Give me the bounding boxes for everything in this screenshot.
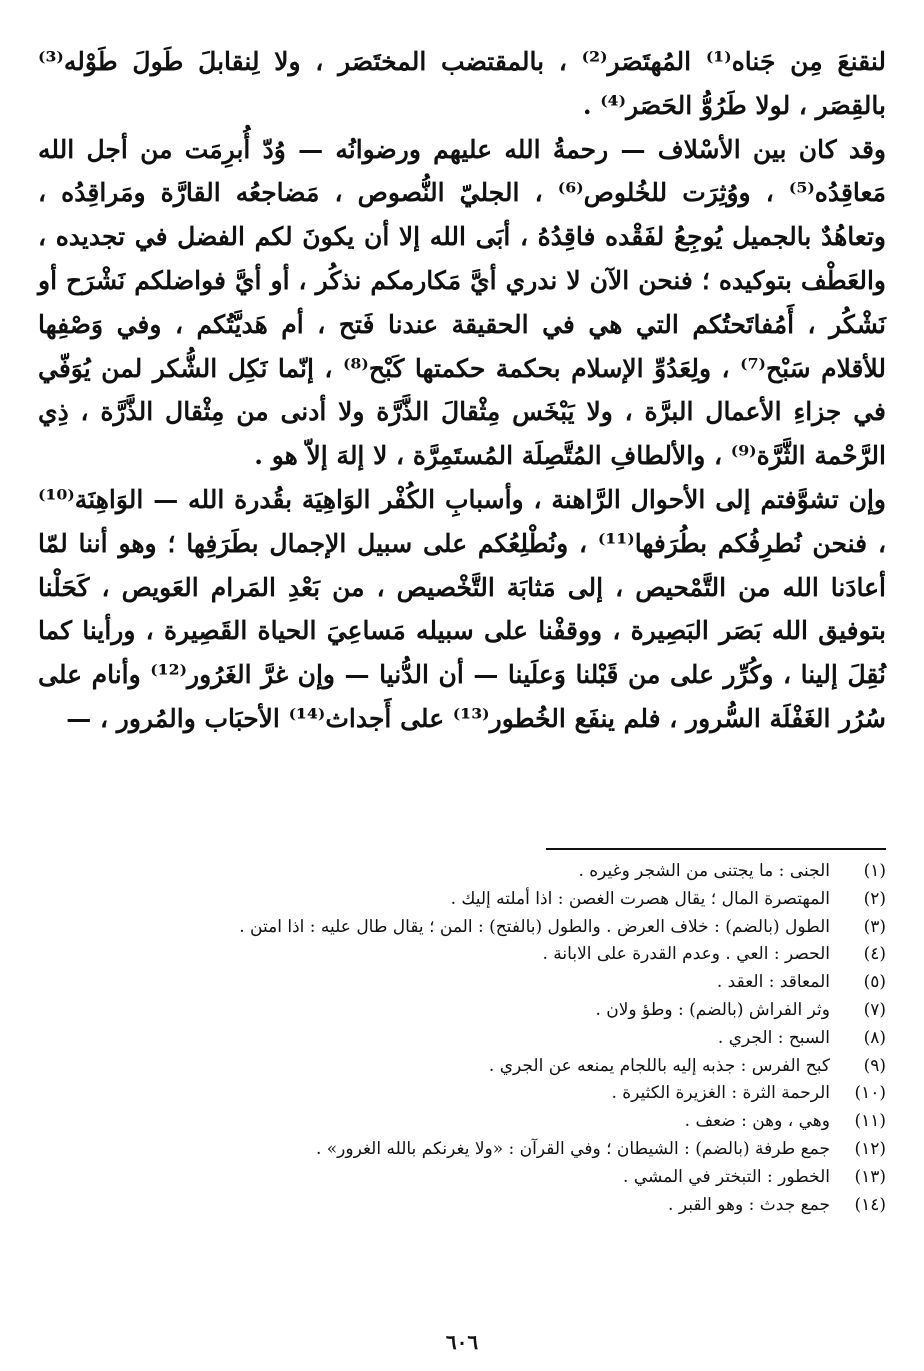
footnote-text: الحصر : العي . وعدم القدرة على الابانة . <box>542 944 830 965</box>
footnote-number: (٥) <box>863 972 886 993</box>
footnote-number: (٩) <box>863 1055 886 1076</box>
footnote-text: الرحمة الثرة : الغزيرة الكثيرة . <box>611 1083 830 1104</box>
footnote-text: الطول (بالضم) : خلاف العرض . والطول (بالفتح) : المن ؛ يقال طال عليه : اذا امتن . <box>239 916 830 937</box>
footnote-number: (٣) <box>863 916 886 937</box>
footnote-text: وهي ، وهن : ضعف . <box>684 1111 830 1132</box>
footnote <box>38 1136 886 1164</box>
footnote <box>38 1080 886 1108</box>
footnote-text: الخطور : التبختر في المشي . <box>623 1166 830 1187</box>
footnote-number: (٤) <box>863 944 886 965</box>
footnote-number: (١٢) <box>854 1138 886 1159</box>
paragraph: وقد كان بين الأسْلاف — رحمةُ الله عليهم ورضوانُه — وُدّ أُبرِمَت من أجل الله مَعاقِدُه⁽⁵⁾ ، ووُثِرَت للخُلوص⁽⁶⁾ ، الجليّ النُّصوص ، مَضاجعُه القارَّة ومَراقِدُه ، وتعاهُدٌ بالجميل يُوجِعُ لفَقْده فاقِدُهُ ، أبَى الله إلا أن يكونَ لكم الفضل في تجديده ، والعَطْف بتوكيده ؛ فنحن الآن لا ندري أيَّ مَكارمكم نذكُر ، أو أيَّ فواضلكم نَشْرَح أو نَشْكُر ، أَمُفاتَحتُكم التي هي في الحقيقة عندنا فَتح ، أم هَديَّتُكم ، وفي وَصْفِها للأقلام سَبْح⁽⁷⁾ ، ولِعَدُوِّ الإسلام بحكمة حكمتها كَبْح⁽⁸⁾ ، إنّما نَكِل الشُّكر لمن يُوَفّي في جزاءِ الأعمال البرَّة ، ولا يَبْخَس مِثْقالَ الذَّرَّة ولا أدنى من مِثْقال الذَّرَّة ، ذِي الرَّحْمة الثَّرَّة⁽⁹⁾ ، والألطافِ المُتَّصِلَة المُستَمِرَّة ، لا إلهَ إلاّ هو . <box>38 134 886 471</box>
footnote-text: كبح الفرس : جذبه إليه باللجام يمنعه عن الجري . <box>488 1055 830 1076</box>
footnote <box>38 969 886 997</box>
footnote <box>38 1025 886 1053</box>
footnote-text: الجنى : ما يجتنى من الشجر وغيره . <box>578 861 830 881</box>
footnote-number: (٨) <box>863 1027 886 1048</box>
page-number: ٦٠٦ <box>445 1330 479 1354</box>
book-page <box>38 40 887 1354</box>
footnote-number: (١٤) <box>854 1194 886 1215</box>
footnote-number: (١١) <box>854 1111 886 1132</box>
footnote <box>38 886 886 914</box>
footnote <box>38 858 886 886</box>
paragraph: لنقنعَ مِن جَناه⁽¹⁾ المُهتَصَر⁽²⁾ ، بالمقتضب المختَصَر ، ولا لِنقابلَ طَولَ طَوْله⁽³⁾ بالقِصَر ، لولا طَرُوُّ الحَصَر⁽⁴⁾ . <box>38 47 886 120</box>
footnote-text: وثر الفراش (بالضم) : وطؤ ولان . <box>595 999 830 1020</box>
footnote <box>38 1192 886 1220</box>
footnote-number: (٢) <box>863 888 886 909</box>
footnote-number: (١٠) <box>854 1083 886 1104</box>
footnote <box>38 1164 886 1192</box>
footnote <box>38 914 886 942</box>
footnote-number: (٧) <box>863 999 886 1020</box>
footnote-text: جمع طرفة (بالضم) : الشيطان ؛ وفي القرآن : «ولا يغرنكم بالله الغرور» . <box>315 1138 830 1159</box>
footnote-number: (١) <box>863 861 886 881</box>
footnote <box>38 1108 886 1136</box>
paragraph: وإن تشوَّفتم إلى الأحوال الرَّاهنة ، وأسبابِ الكُفْر الوَاهِيَة بقُدرة الله — الوَاهِنَة⁽¹⁰⁾ ، فنحن نُطرِفُكم بطُرَفها⁽¹¹⁾ ، ونُطْلِعُكم على سبيل الإجمال بطَرَفِها ؛ وهو أننا لمّا أعادَنا الله من التَّمْحيص ، إلى مَثابَة التَّخْصيص ، من بَعْدِ المَرام العَويص ، كَحَلْنا بتوفيق الله بَصَر البَصِيرة ، ووقفْنا على سبيله مَساعِيَ الحياة القَصِيرة ، ورأينا كما نُقِلَ إلينا ، وكُرِّر على من قَبْلنا وَعلَينا — أن الدُّنيا — وإن غرَّ الغَرُور⁽¹²⁾ وأنام على سُرُر الغَفْلَة السُّرور ، فلم ينفَع الخُطور⁽¹³⁾ على أَجداث⁽¹⁴⁾ الأحبَاب والمُرور ، — <box>38 484 887 733</box>
footnote-separator <box>546 848 886 850</box>
footnote <box>38 941 886 969</box>
footnote-text: المعاقد : العقد . <box>716 972 830 993</box>
footnote <box>38 997 886 1025</box>
footnotes <box>38 858 886 1219</box>
footnote-number: (١٣) <box>854 1166 886 1187</box>
footnote-text: السبح : الجري . <box>717 1027 830 1048</box>
footnote-text: المهتصرة المال ؛ يقال هصرت الغصن : اذا أملته إليك . <box>450 888 830 909</box>
footnote <box>38 1053 886 1081</box>
footnote-text: جمع جدث : وهو القبر . <box>668 1194 830 1215</box>
main-text <box>38 40 886 741</box>
